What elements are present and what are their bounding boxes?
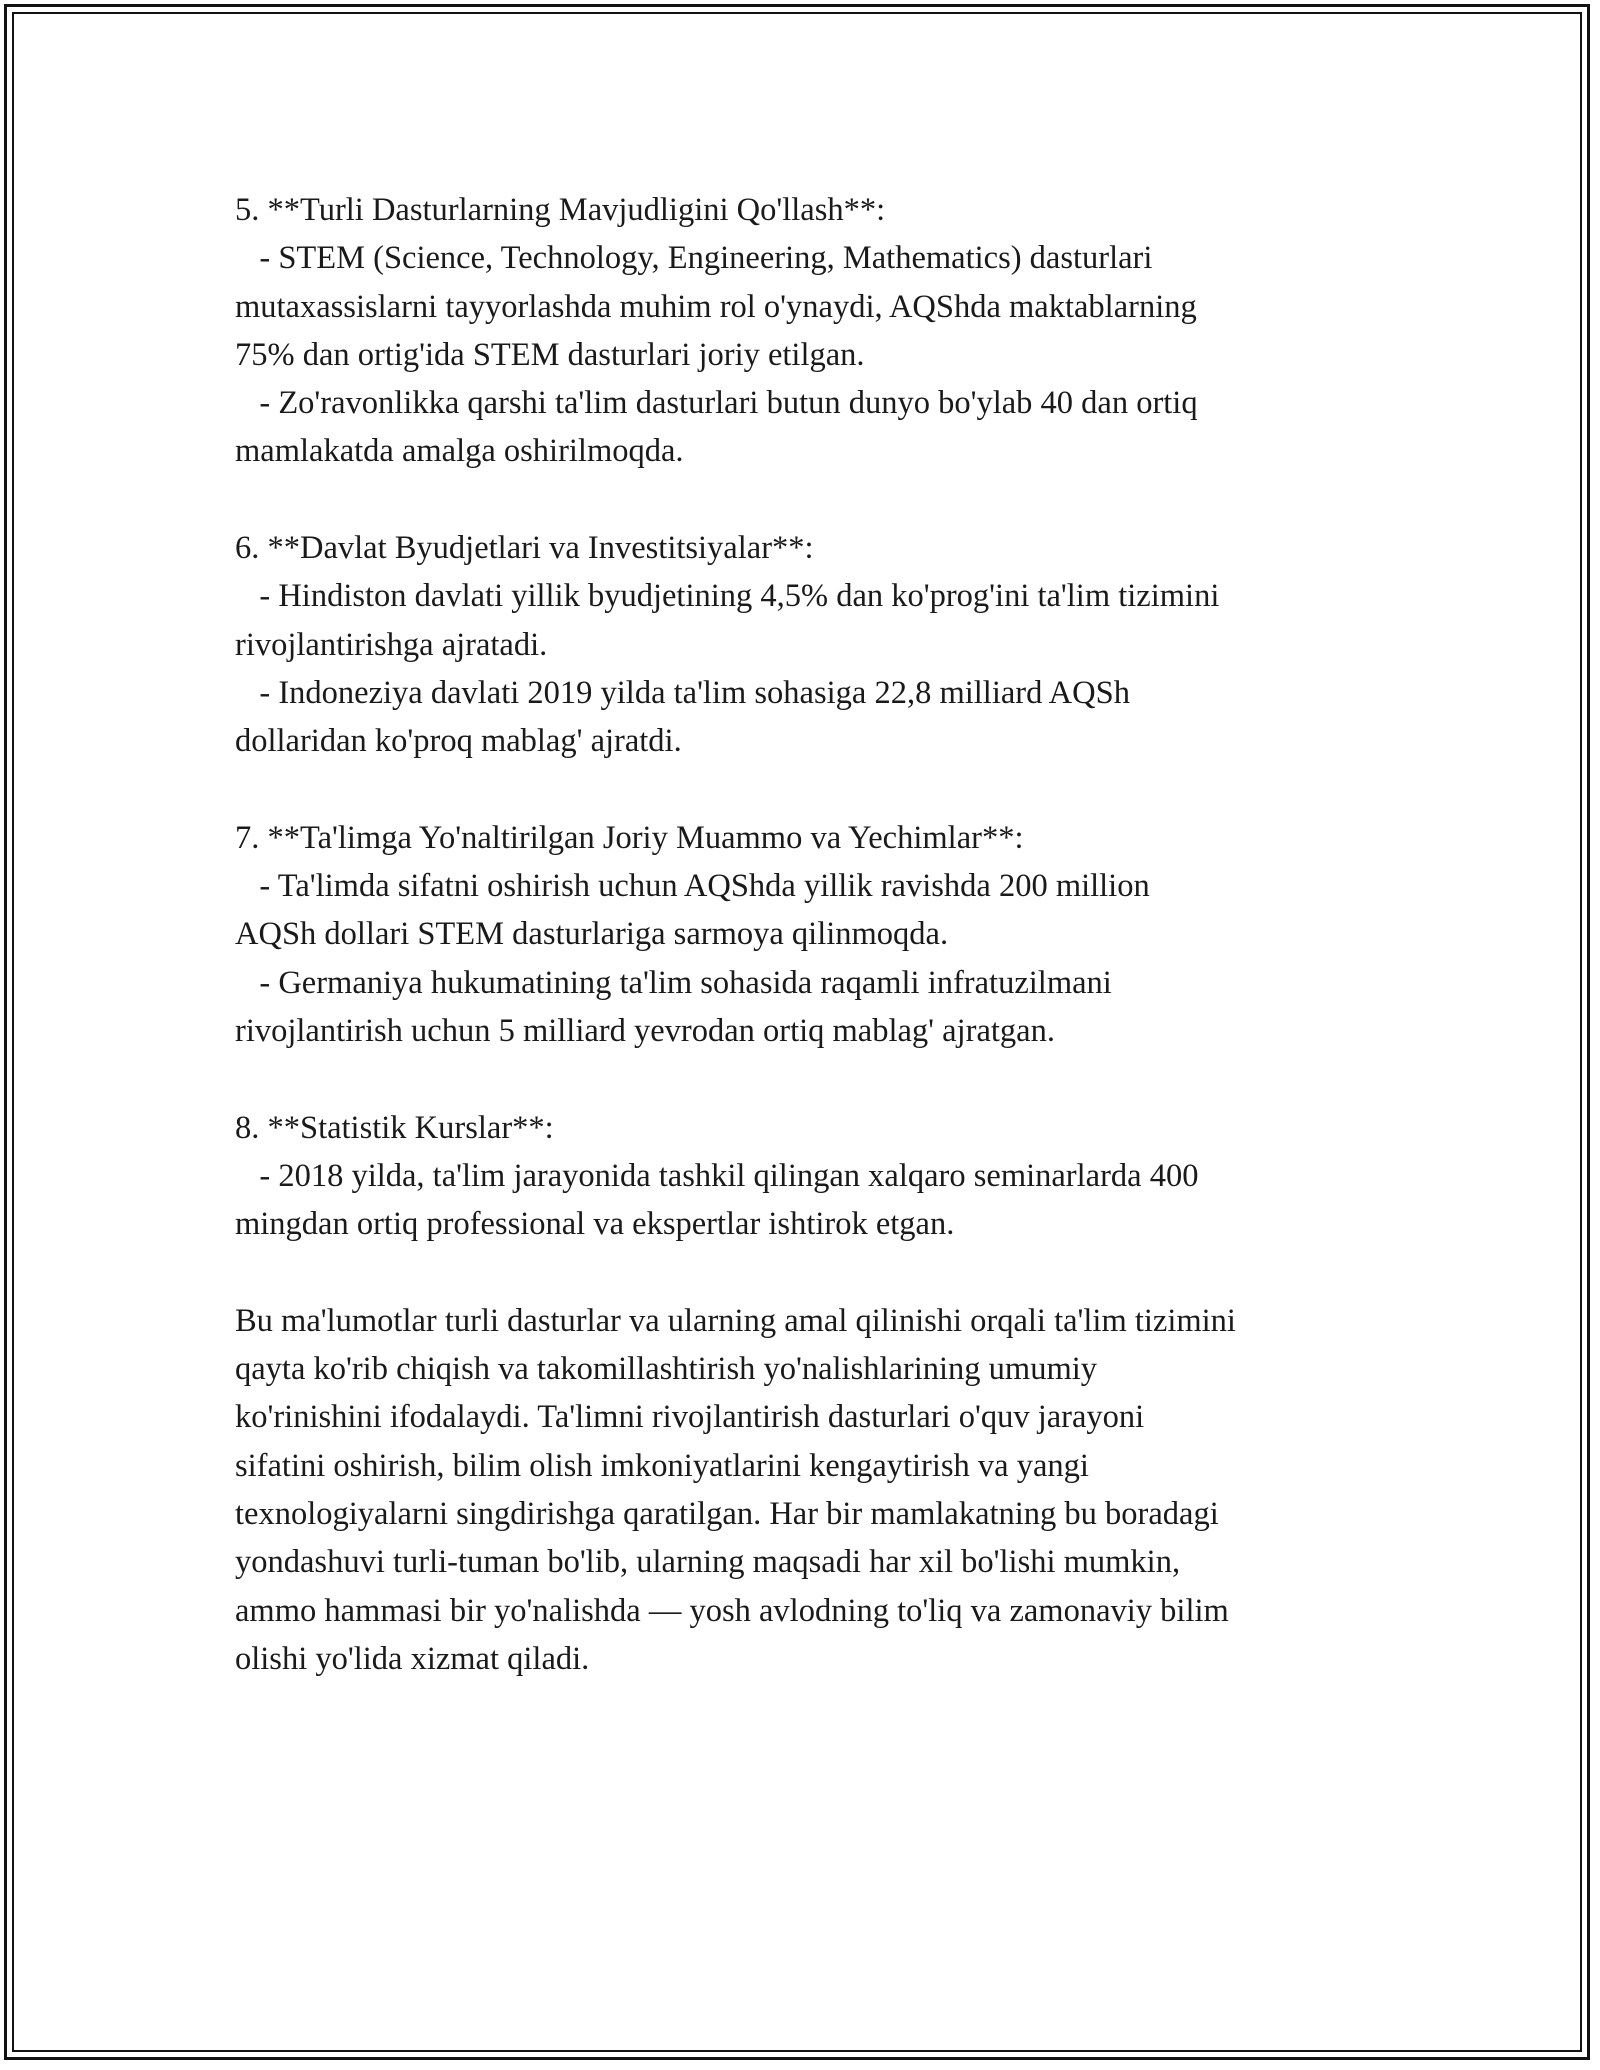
bullet-line: mamlakatda amalga oshirilmoqda. <box>235 433 684 470</box>
bullet-line: rivojlantirishga ajratadi. <box>235 626 548 663</box>
section-heading: 7. **Ta'limga Yo'naltirilgan Joriy Muammo va Yechimlar**: <box>235 819 1024 856</box>
bullet-line: 75% dan ortig'ida STEM dasturlari joriy etilgan. <box>235 336 865 373</box>
bullet-line: rivojlantirish uchun 5 milliard yevrodan ortiq mablag' ajratgan. <box>235 1013 1055 1050</box>
paragraph-line: sifatini oshirish, bilim olish imkoniyatlarini kengaytirish va yangi <box>235 1447 1089 1484</box>
section-heading: 6. **Davlat Byudjetlari va Investitsiyalar**: <box>235 530 814 567</box>
section-6 <box>235 524 1395 765</box>
paragraph-line: ammo hammasi bir yo'nalishda — yosh avlodning to'liq va zamonaviy bilim <box>235 1592 1229 1629</box>
section-heading: 8. **Statistik Kurslar**: <box>235 1109 554 1146</box>
paragraph-line: yondashuvi turli-tuman bo'lib, ularning maqsadi har xil bo'lishi mumkin, <box>235 1544 1181 1581</box>
section-7 <box>235 814 1395 1055</box>
bullet-line: - STEM (Science, Technology, Engineering, Mathematics) dasturlari <box>235 240 1153 277</box>
paragraph-line: qayta ko'rib chiqish va takomillashtirish yo'nalishlarining umumiy <box>235 1351 1098 1388</box>
bullet-line: mutaxassislarni tayyorlashda muhim rol o'ynaydi, AQShda maktablarning <box>235 288 1197 325</box>
bullet-line: - Zo'ravonlikka qarshi ta'lim dasturlari butun dunyo bo'ylab 40 dan ortiq <box>235 385 1198 422</box>
paragraph-line: Bu ma'lumotlar turli dasturlar va ularning amal qilinishi orqali ta'lim tizimini <box>235 1302 1236 1339</box>
section-heading: 5. **Turli Dasturlarning Mavjudligini Qo'llash**: <box>235 192 886 228</box>
bullet-line: dollaridan ko'proq mablag' ajratdi. <box>235 723 682 760</box>
bullet-line: - Hindiston davlati yillik byudjetining 4,5% dan ko'prog'ini ta'lim tizimini <box>235 578 1220 615</box>
bullet-line: AQSh dollari STEM dasturlariga sarmoya qilinmoqda. <box>235 916 949 953</box>
conclusion-paragraph <box>235 1297 1395 1683</box>
section-8 <box>235 1104 1395 1249</box>
paragraph-line: texnologiyalarni singdirishga qaratilgan. Har bir mamlakatning bu boradagi <box>235 1496 1219 1533</box>
bullet-line: mingdan ortiq professional va ekspertlar ishtirok etgan. <box>235 1206 955 1243</box>
bullet-line: - Germaniya hukumatining ta'lim sohasida raqamli infratuzilmani <box>235 964 1112 1001</box>
document-body <box>235 186 1395 1732</box>
paragraph-line: olishi yo'lida xizmat qiladi. <box>235 1640 590 1677</box>
bullet-line: - 2018 yilda, ta'lim jarayonida tashkil qilingan xalqaro seminarlarda 400 <box>235 1157 1199 1194</box>
section-5 <box>235 186 1395 476</box>
bullet-line: - Ta'limda sifatni oshirish uchun AQShda yillik ravishda 200 million <box>235 868 1150 905</box>
bullet-line: - Indoneziya davlati 2019 yilda ta'lim sohasiga 22,8 milliard AQSh <box>235 674 1130 711</box>
paragraph-line: ko'rinishini ifodalaydi. Ta'limni rivojlantirish dasturlari o'quv jarayoni <box>235 1399 1145 1436</box>
